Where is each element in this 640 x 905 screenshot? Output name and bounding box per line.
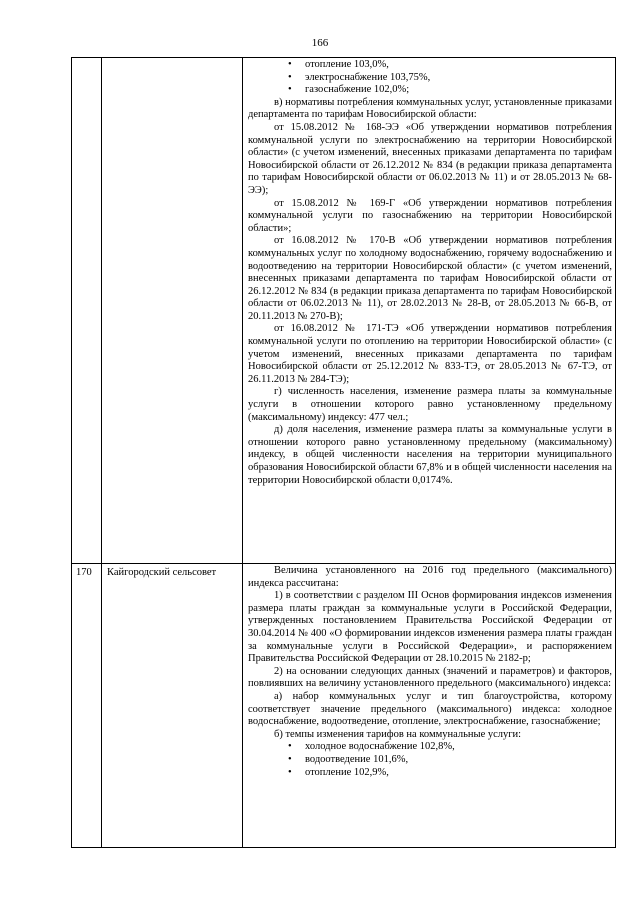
paragraph: от 16.08.2012 № 170-В «Об утверждении нормативов потребления коммунальных услуг по холодному водоснабжению, горячему водоснабжению и водоотведению на территории Новосибирской области» (с учетом изменений, внесенных приказами департамента по тарифам Новосибирской области от 26.12.2012 № 834 (в редакции приказа департамента по тарифам Новосибирской области от 06.02.2013 № 11), от 28.02.2013 № 28-В, от 28.05.2013 № 66-В, от 20.11.2013 № 270-В); — [248, 235, 612, 322]
indices-table — [71, 57, 616, 848]
list-item: • водоотведение 101,6%, — [305, 754, 612, 767]
list-item: • газоснабжение 102,0%; — [305, 84, 612, 97]
paragraph: от 16.08.2012 № 171-ТЭ «Об утверждении нормативов потребления коммунальной услуги по отоплению на территории Новосибирской области» (с учетом изменений, внесенных приказами департамента по тарифам Новосибирской области от 25.12.2012 № 833-ТЭ, от 28.05.2013 № 67-ТЭ, от 26.11.2013 № 284-ТЭ); — [248, 323, 612, 385]
table-row — [72, 58, 616, 564]
tariff-growth-list — [248, 59, 612, 97]
paragraph: Величина установленного на 2016 год предельного (максимального) индекса рассчитана: — [248, 565, 612, 589]
paragraph: 1) в соответствии с разделом III Основ формирования индексов изменения размера платы граждан за коммунальные услуги в Российской Федерации, утвержденных постановлением Правительства Российской Федерации от 30.04.2014 № 400 «О формировании индексов изменения размера платы граждан за коммунальные услуги в Российской Федерации», и распоряжением Правительства Российской Федерации от 28.10.2015 № 2182-р; — [248, 590, 612, 665]
list-item: • отопление 102,9%, — [305, 767, 612, 780]
calculation-text-cell — [243, 58, 616, 564]
list-item: • холодное водоснабжение 102,8%, — [305, 741, 612, 754]
page-number: 166 — [311, 37, 329, 49]
paragraph: от 15.08.2012 № 168-ЭЭ «Об утверждении нормативов потребления коммунальной услуги по электроснабжению на территории Новосибирской области» (с учетом изменений, внесенных приказами департамента по тарифам Новосибирской области от 26.12.2012 № 834 (в редакции приказа департамента по тарифам Новосибирской области от 06.02.2013 № 11) и от 28.05.2013 № 68-ЭЭ); — [248, 121, 612, 196]
paragraph: б) темпы изменения тарифов на коммунальные услуги: — [274, 728, 522, 740]
paragraph: г) численность населения, изменение размера платы за коммунальные услуги в отношении которого равно установленному предельному (максимальному) индексу: 477 чел.; — [248, 386, 612, 423]
calculation-text-cell — [243, 564, 616, 848]
paragraph: от 15.08.2012 № 169-Г «Об утверждении нормативов потребления коммунальной услуги по газоснабжению на территории Новосибирской области»; — [248, 197, 612, 234]
tariff-growth-list — [248, 741, 612, 779]
municipality-name-cell — [102, 58, 243, 564]
paragraph: в) нормативы потребления коммунальных услуг, установленные приказами департамента по тарифам Новосибирской области: — [248, 96, 612, 121]
list-item: • электроснабжение 103,75%, — [305, 72, 612, 85]
list-item: • отопление 103,0%, — [305, 59, 612, 72]
paragraph: а) набор коммунальных услуг и тип благоустройства, которому соответствует значение предельного (максимального) индекса: холодное водоснабжение, водоотведение, отопление, электроснабжение, газоснабжение; — [248, 690, 612, 728]
table-row — [72, 564, 616, 848]
paragraph: д) доля населения, изменение размера платы за коммунальные услуги в отношении которого равно установленному предельному (максимальному) индексу, в общей численности населения на территории муниципального образования Новосибирской области 67,8% и в общей численности населения на территории Новосибирской области 0,0174%. — [248, 424, 612, 486]
municipality-name-cell: Кайгородский сельсовет — [102, 564, 243, 848]
row-number-cell — [72, 58, 102, 564]
paragraph: 2) на основании следующих данных (значений и параметров) и факторов, повлиявших на величину установленного предельного (максимального) индекса: — [248, 665, 612, 690]
row-number-cell: 170 — [72, 564, 102, 848]
